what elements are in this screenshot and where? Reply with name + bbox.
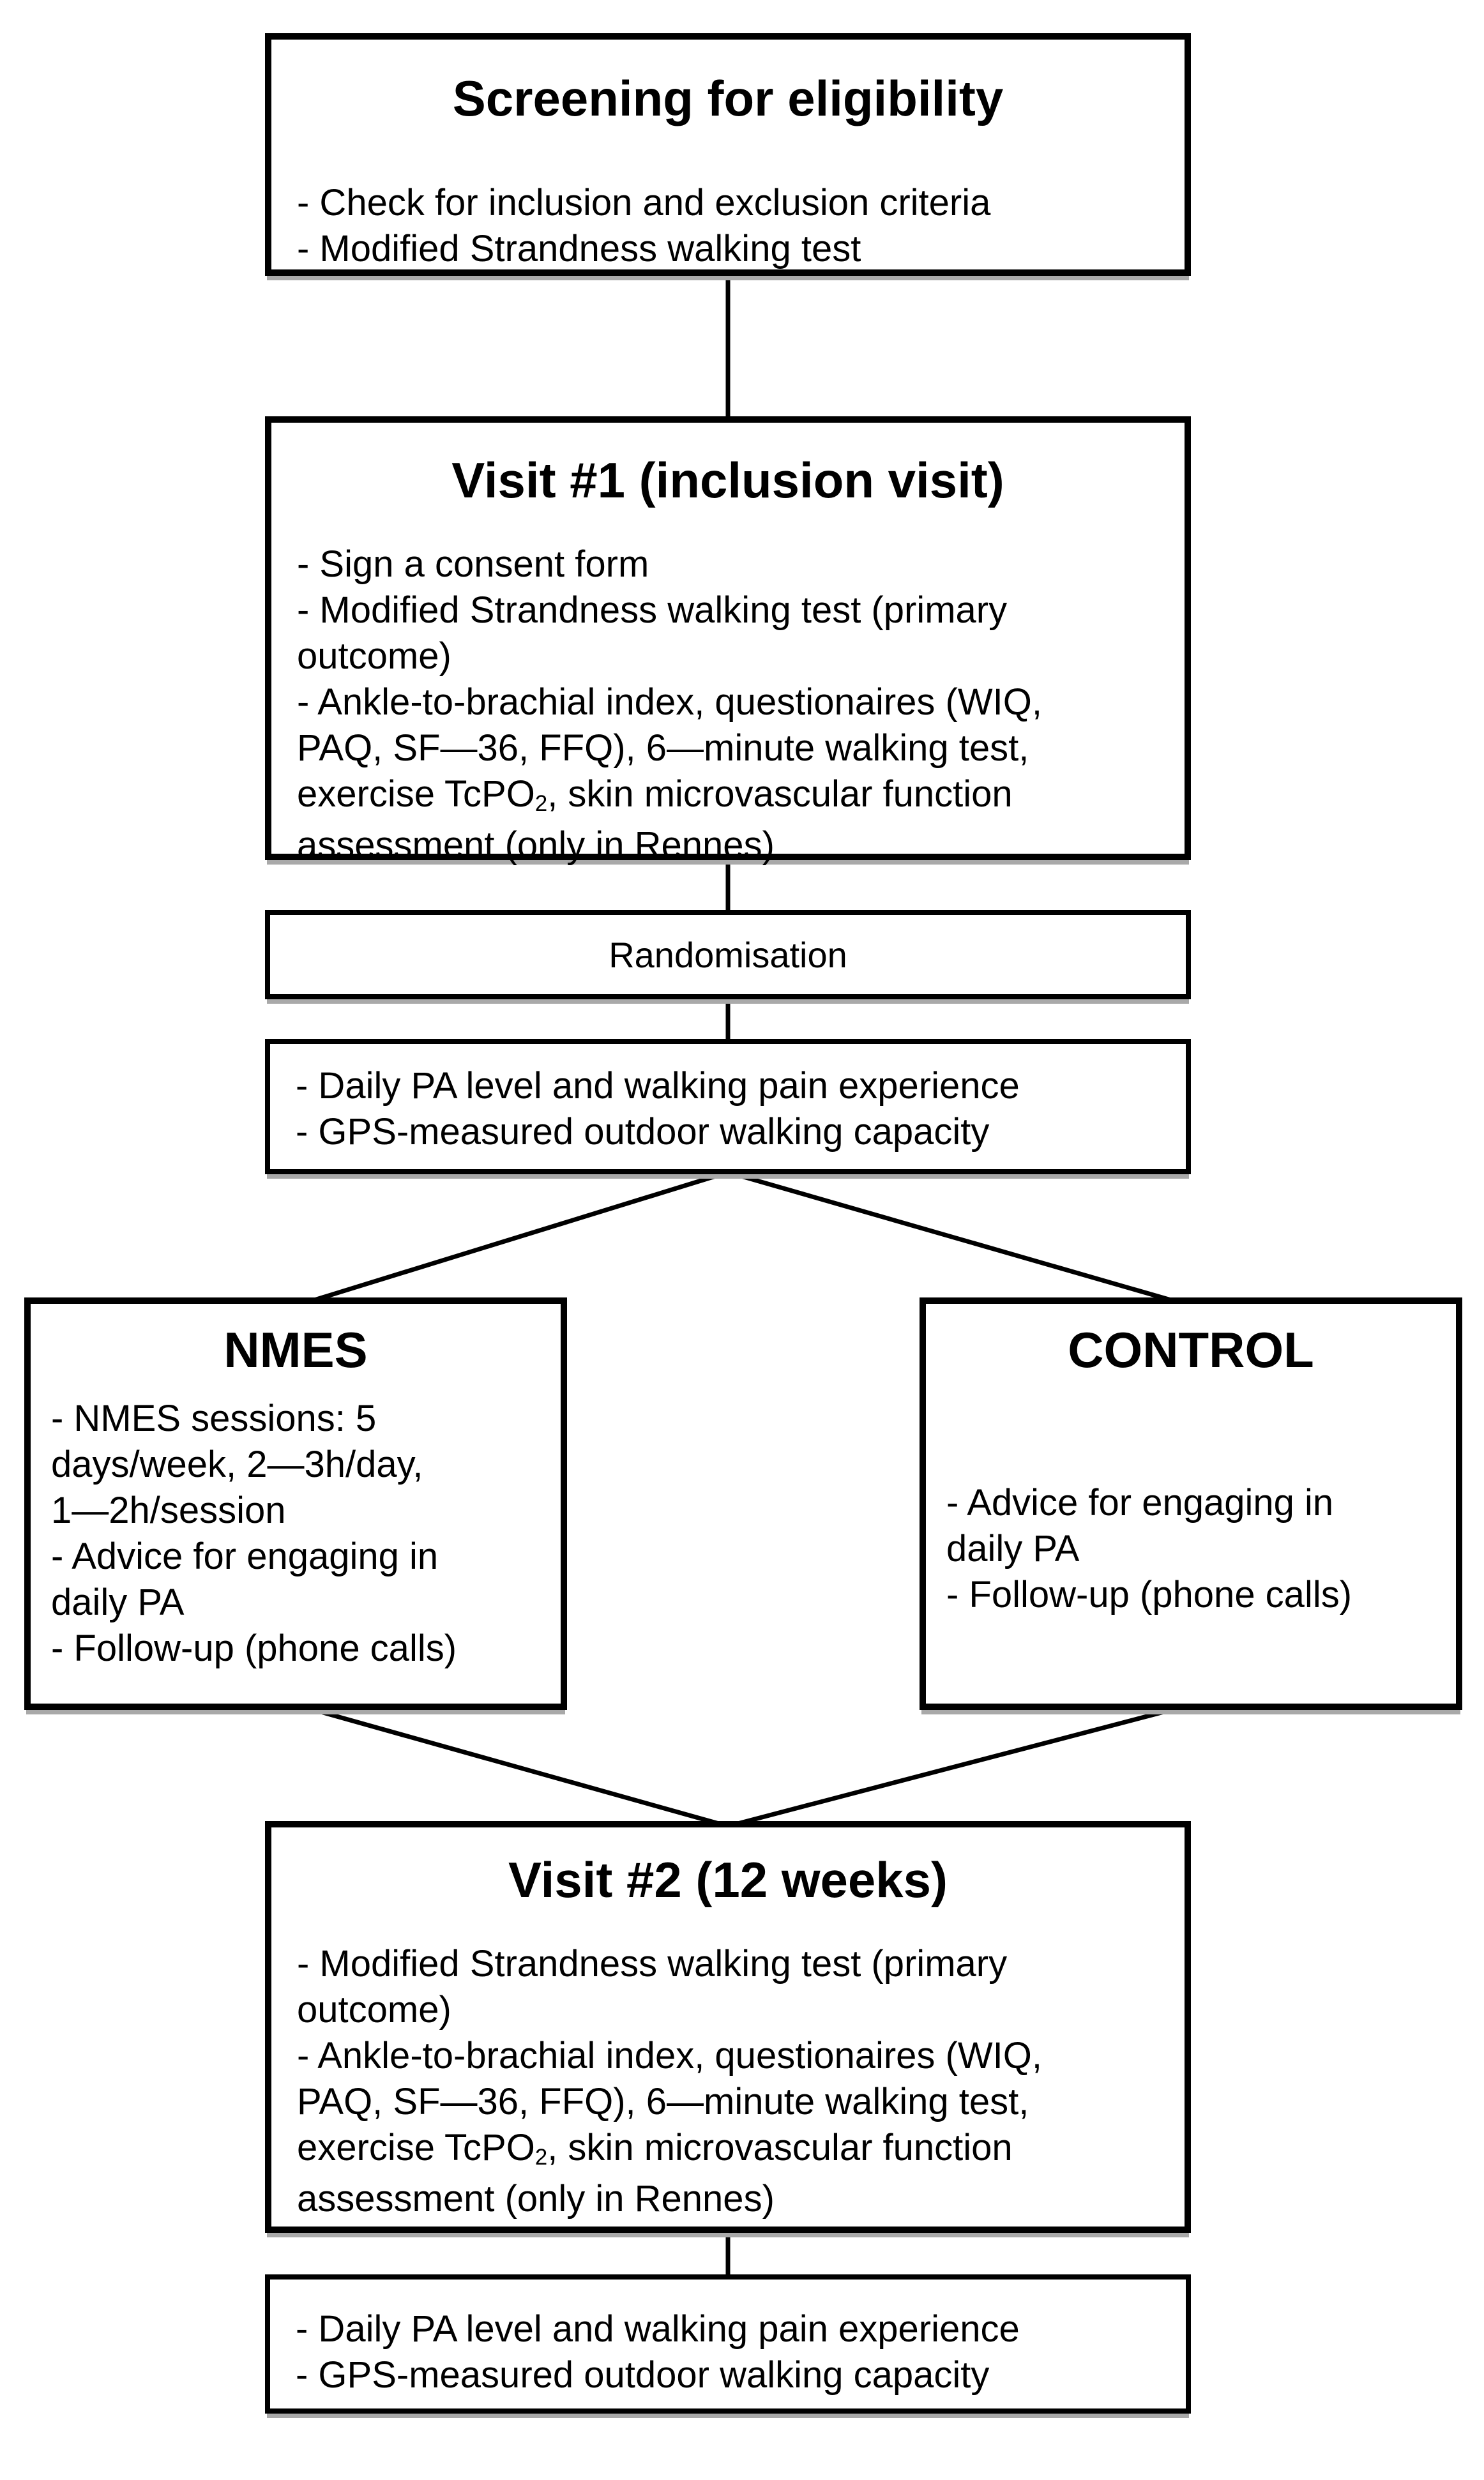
text-line: daily PA: [946, 1527, 1080, 1569]
text-line: [297, 771, 1159, 822]
text-line: - GPS-measured outdoor walking capacity: [296, 2354, 990, 2396]
control-bullets: [946, 1480, 1435, 1618]
text-segment: , skin microvascular function: [547, 773, 1013, 815]
visit1-title: Visit #1 (inclusion visit): [451, 452, 1004, 508]
visit1-bullets: [297, 541, 1159, 868]
branch-line-to-control: [728, 1172, 1191, 1306]
text-line: outcome): [297, 1988, 451, 2030]
randomisation-label: Randomisation: [609, 934, 847, 975]
text-line: - Daily PA level and walking pain experience: [296, 2308, 1020, 2350]
merge-line-from-nmes: [296, 1705, 728, 1826]
text-line: - Modified Strandness walking test: [297, 227, 861, 269]
monitoring-top-box: [265, 1039, 1191, 1174]
text-line: - Modified Strandness walking test (primary: [297, 1942, 1008, 1985]
randomisation-box: [265, 910, 1191, 999]
screening-box: [265, 33, 1191, 276]
control-title: CONTROL: [1068, 1322, 1314, 1378]
text-line: daily PA: [51, 1581, 185, 1623]
monitoring-bottom-bullets: [296, 2306, 1160, 2398]
subscript-text: 2: [534, 791, 548, 817]
text-segment: exercise TcPO: [297, 773, 535, 815]
text-line: - GPS-measured outdoor walking capacity: [296, 1111, 990, 1153]
text-line: outcome): [297, 635, 451, 677]
text-line: - Ankle-to-brachial index, questionaires (WIQ,: [297, 681, 1042, 723]
text-line: assessment (only in Rennes): [297, 2177, 775, 2219]
nmes-bullets: [51, 1396, 540, 1672]
branch-line-to-nmes: [296, 1172, 728, 1306]
text-line: - NMES sessions: 5: [51, 1397, 377, 1439]
text-line: - Follow-up (phone calls): [51, 1627, 457, 1669]
text-line: PAQ, SF—36, FFQ), 6—minute walking test,: [297, 2080, 1029, 2122]
screening-bullets: [297, 180, 1159, 272]
merge-line-from-control: [728, 1705, 1191, 1826]
text-line: - Check for inclusion and exclusion criteria: [297, 181, 991, 223]
text-line: - Advice for engaging in: [946, 1481, 1334, 1524]
text-line: days/week, 2—3h/day,: [51, 1443, 423, 1485]
text-line: 1—2h/session: [51, 1489, 286, 1531]
visit2-title: Visit #2 (12 weeks): [508, 1852, 948, 1908]
visit2-box: [265, 1821, 1191, 2233]
visit2-bullets: [297, 1941, 1159, 2222]
text-segment: exercise TcPO: [297, 2126, 535, 2168]
text-line: [297, 2125, 1159, 2176]
text-line: - Advice for engaging in: [51, 1535, 439, 1577]
text-line: - Ankle-to-brachial index, questionaires (WIQ,: [297, 2034, 1042, 2076]
text-line: PAQ, SF—36, FFQ), 6—minute walking test,: [297, 727, 1029, 769]
text-segment: , skin microvascular function: [547, 2126, 1013, 2168]
monitoring-bottom-box: [265, 2274, 1191, 2414]
nmes-title: NMES: [223, 1322, 368, 1378]
control-box: [920, 1297, 1462, 1710]
text-line: - Daily PA level and walking pain experience: [296, 1065, 1020, 1107]
screening-title: Screening for eligibility: [452, 70, 1004, 126]
subscript-text: 2: [534, 2145, 548, 2170]
text-line: - Modified Strandness walking test (primary: [297, 589, 1008, 631]
text-line: - Follow-up (phone calls): [946, 1573, 1352, 1615]
text-line: assessment (only in Rennes): [297, 824, 775, 866]
monitoring-top-bullets: [296, 1063, 1160, 1155]
visit1-box: [265, 416, 1191, 866]
nmes-box: [24, 1297, 567, 1710]
text-line: - Sign a consent form: [297, 543, 649, 585]
